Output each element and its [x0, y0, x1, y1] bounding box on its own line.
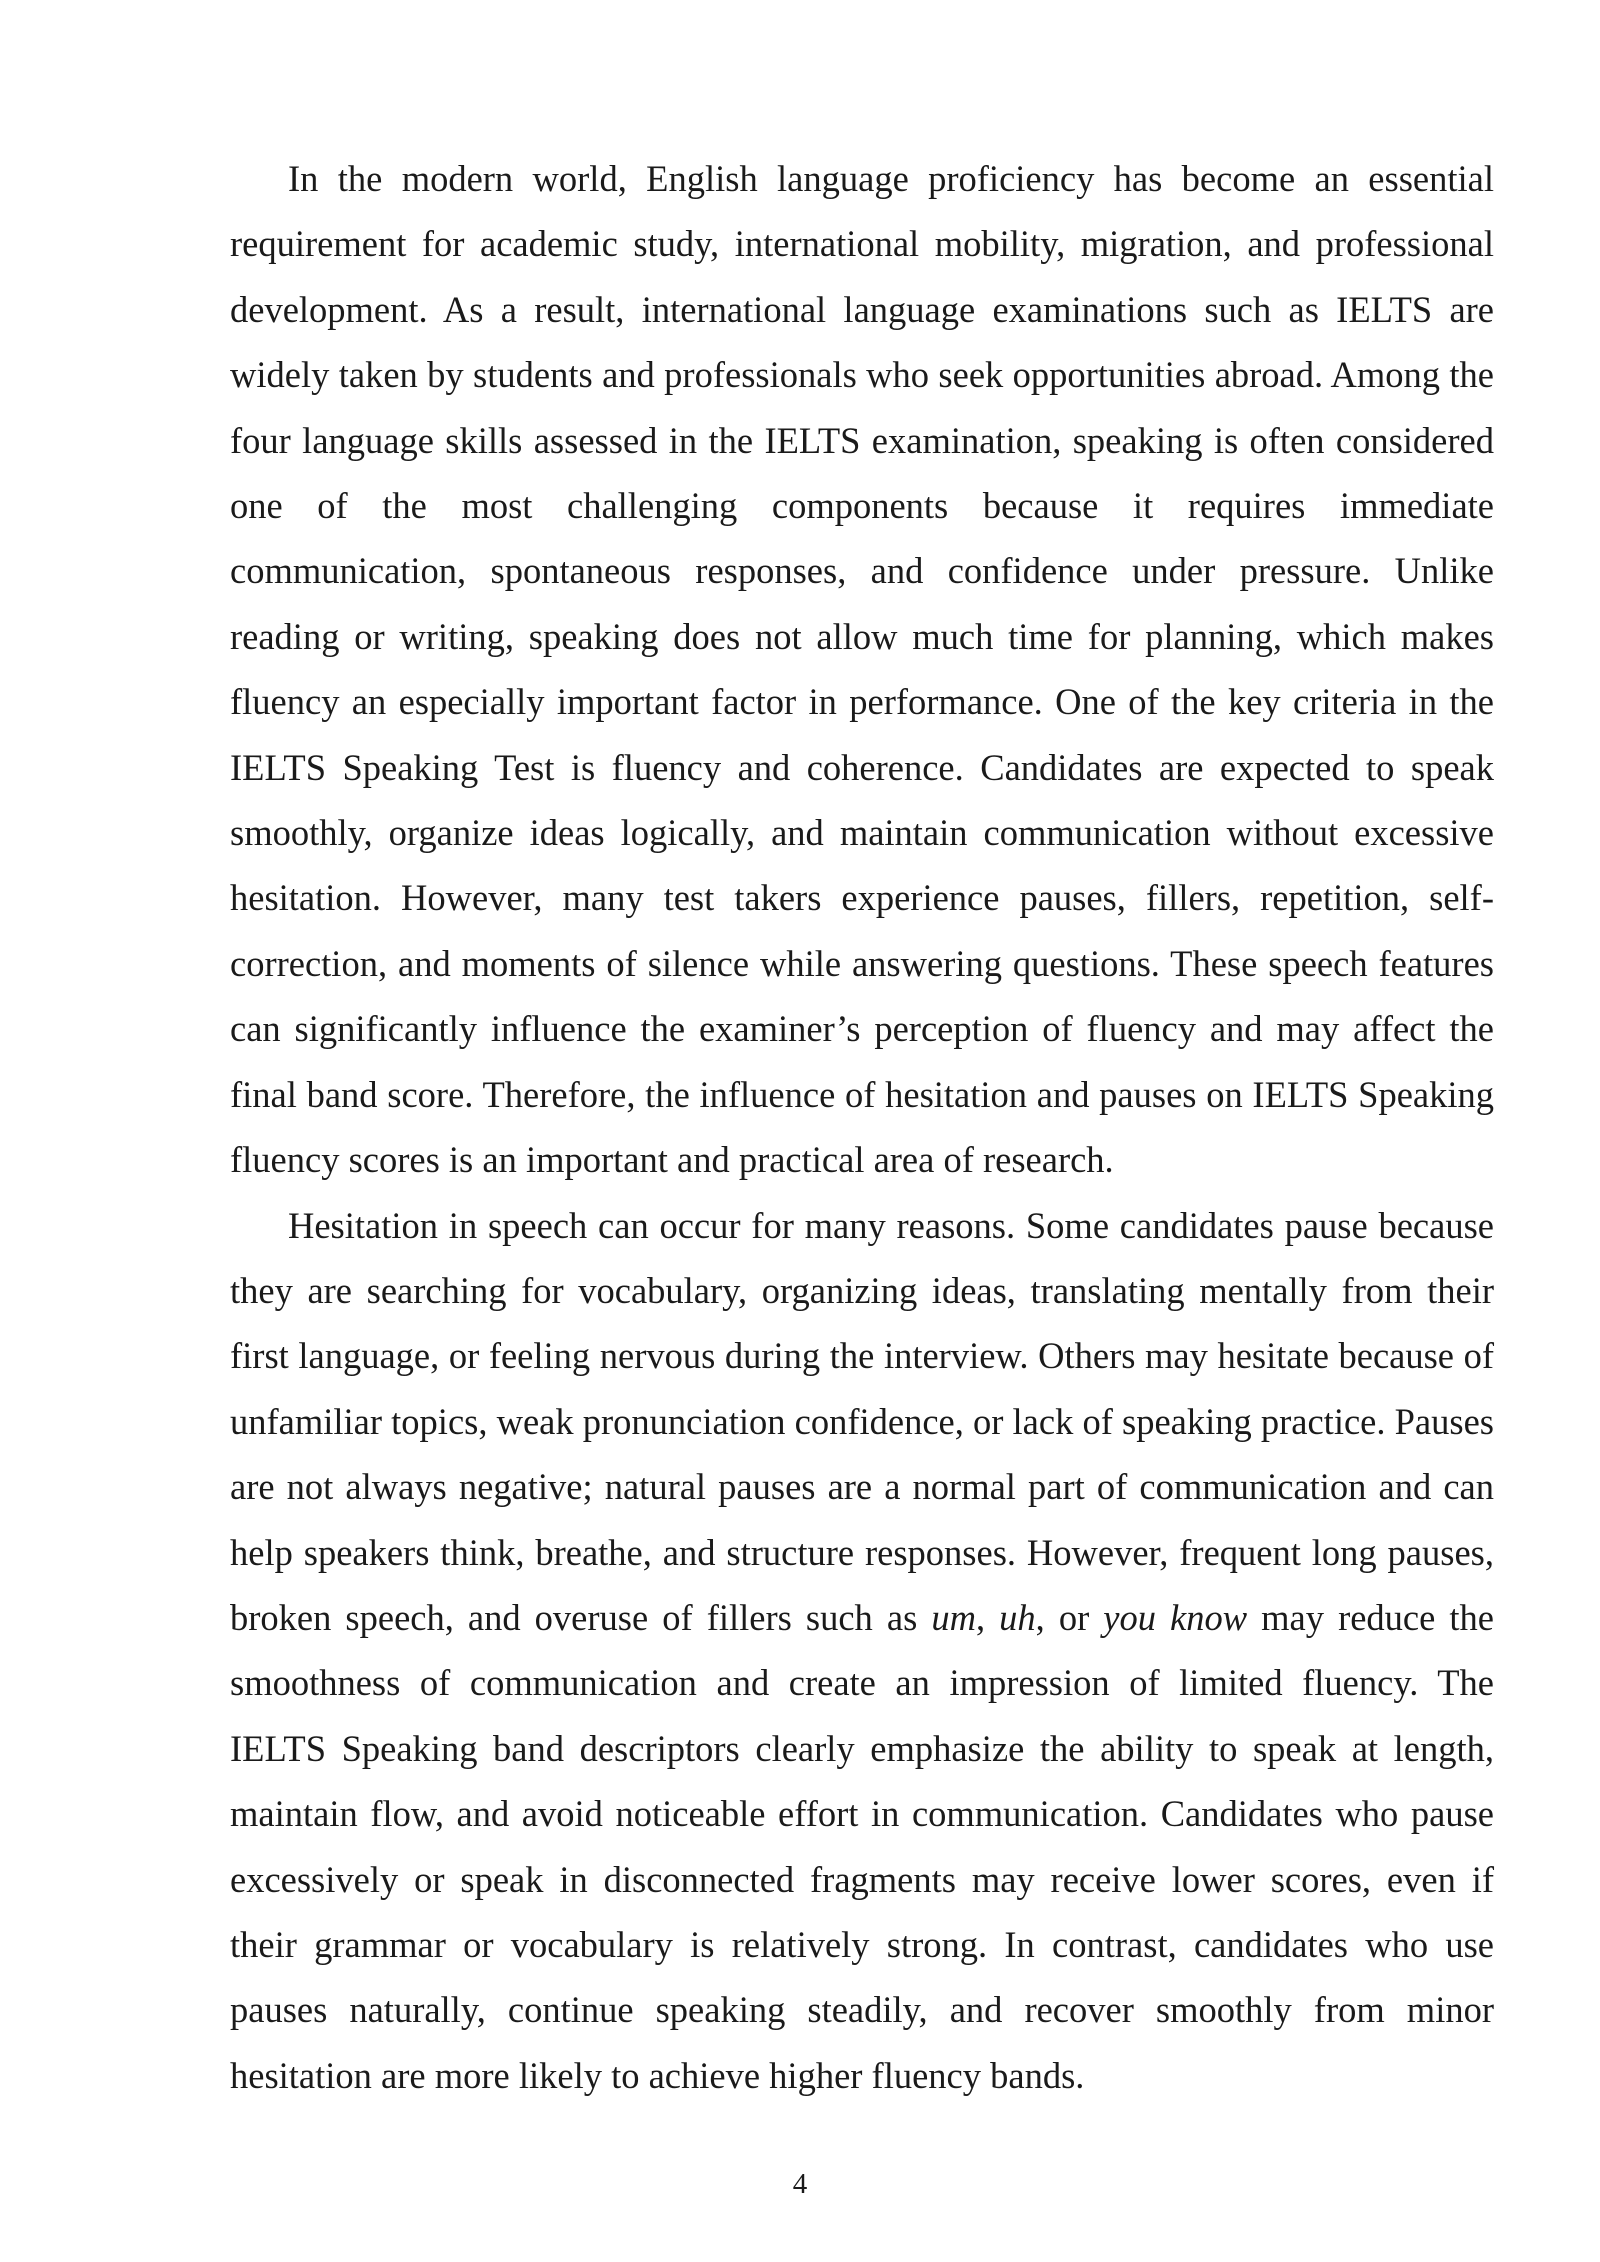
- body-text: [230, 146, 1494, 2108]
- filler-you-know: you know: [1103, 1596, 1248, 1638]
- paragraph-2: [230, 1193, 1494, 2109]
- paragraph-2-separator-2: , or: [1035, 1596, 1104, 1638]
- paragraph-2-text-a: Hesitation in speech can occur for many reasons. Some candidates pause because they are searching for vocabulary, organizing ideas, translating mentally from their first language, or feeling nervous during the interview. Others may hesitate because of unfamiliar topics, weak pronunciation confidence, or lack of speaking practice. Pauses are not always negative; natural pauses are a normal part of communication and can help speakers think, breathe, and structure responses. However, frequent long pauses, broken speech, and overuse of fillers such as: [230, 1204, 1494, 1638]
- page-number: 4: [792, 2168, 808, 2200]
- paragraph-1-text: In the modern world, English language proficiency has become an essential requirement for academic study, international mobility, migration, and professional development. As a result, international language examinations such as IELTS are widely taken by students and professionals who seek opportunities abroad. Among the four language skills assessed in the IELTS examination, speaking is often considered one of the most challenging components because it requires immediate communication, spontaneous responses, and confidence under pressure. Unlike reading or writing, speaking does not allow much time for planning, which makes fluency an especially important factor in performance. One of the key criteria in the IELTS Speaking Test is fluency and coherence. Candidates are expected to speak smoothly, organize ideas logically, and maintain communication without excessive hesitation. However, many test takers experience pauses, fillers, repetition, self-correction, and moments of silence while answering questions. These speech features can significantly influence the examiner’s perception of fluency and may affect the final band score. Therefore, the influence of hesitation and pauses on IELTS Speaking fluency scores is an important and practical area of research.: [230, 158, 1494, 1181]
- paragraph-2-separator-1: ,: [975, 1596, 1000, 1638]
- filler-uh: uh: [999, 1596, 1036, 1638]
- paragraph-2-text-b: may reduce the smoothness of communication and create an impression of limited fluency. The IELTS Speaking band descriptors clearly emphasize the ability to speak at length, maintain flow, and avoid noticeable effort in communication. Candidates who pause excessively or speak in disconnected fragments may receive lower scores, even if their grammar or vocabulary is relatively strong. In contrast, candidates who use pauses naturally, continue speaking steadily, and recover smoothly from minor hesitation are more likely to achieve higher fluency bands.: [230, 1596, 1494, 2096]
- filler-um: um: [931, 1596, 976, 1638]
- paragraph-1: [230, 146, 1494, 1193]
